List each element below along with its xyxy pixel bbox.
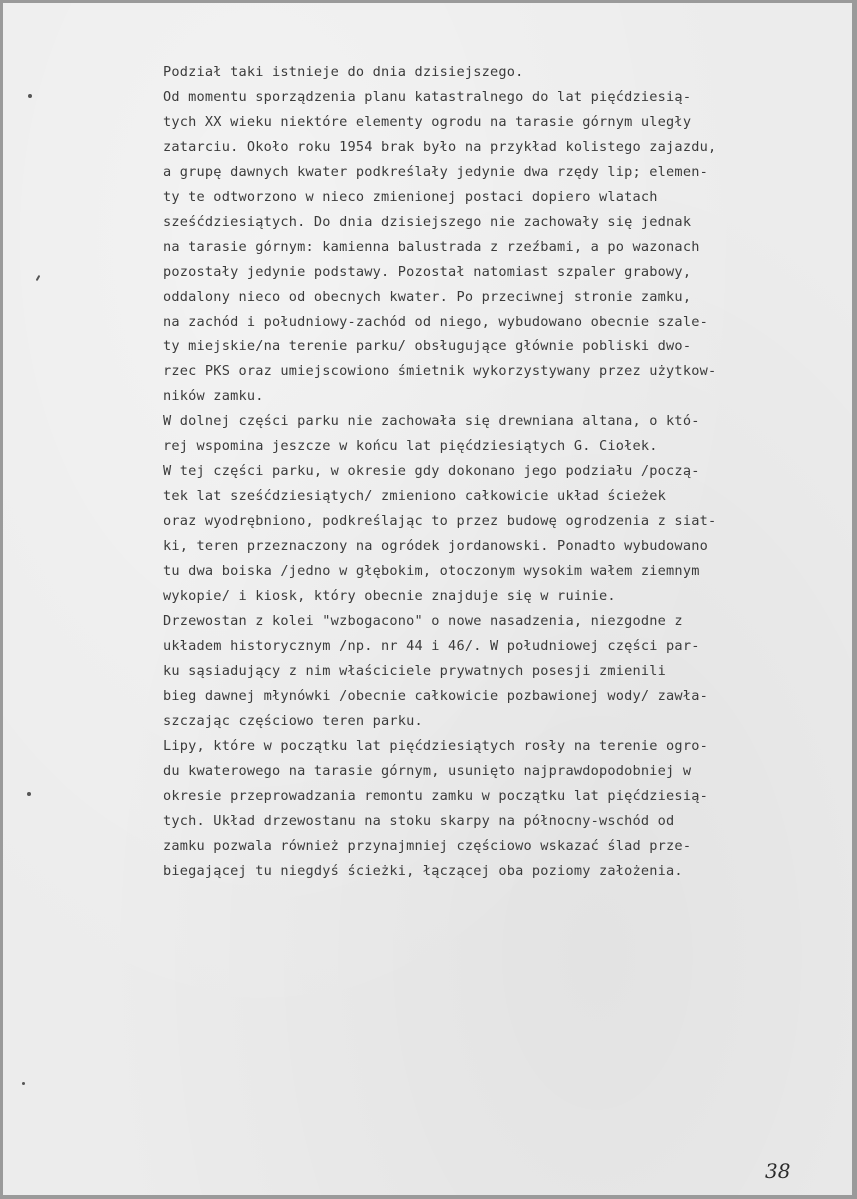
text-line: ty te odtworzono w nieco zmienionej postaci dopiero wlatach	[163, 188, 658, 205]
text-line: Od momentu sporządzenia planu katastralnego do lat pięćdziesią-	[163, 88, 692, 105]
margin-mark	[28, 94, 32, 98]
text-line: Lipy, które w początku lat pięćdziesiątych rosły na terenie ogro-	[163, 737, 708, 754]
document-page	[3, 3, 852, 1195]
text-line: W tej części parku, w okresie gdy dokonano jego podziału /począ-	[163, 463, 700, 480]
typewritten-body	[163, 60, 853, 883]
text-line: sześćdziesiątych. Do dnia dzisiejszego nie zachowały się jednak	[163, 213, 692, 230]
text-line: ki, teren przeznaczony na ogródek jordanowski. Ponadto wybudowano	[163, 538, 708, 555]
text-line: wykopie/ i kiosk, który obecnie znajduje się w ruinie.	[163, 588, 616, 605]
text-line: rej wspomina jeszcze w końcu lat pięćdziesiątych G. Ciołek.	[163, 438, 658, 455]
text-line: na zachód i południowy-zachód od niego, wybudowano obecnie szale-	[163, 313, 708, 330]
text-line: biegającej tu niegdyś ścieżki, łączącej oba poziomy założenia.	[163, 862, 683, 879]
text-line: zamku pozwala również przynajmniej częściowo wskazać ślad prze-	[163, 837, 692, 854]
text-line: a grupę dawnych kwater podkreślały jedynie dwa rzędy lip; elemen-	[163, 163, 708, 180]
page-number: 38	[765, 1159, 791, 1183]
text-line: na tarasie górnym: kamienna balustrada z rzeźbami, a po wazonach	[163, 238, 700, 255]
text-line: tych XX wieku niektóre elementy ogrodu na tarasie górnym uległy	[163, 113, 692, 130]
text-line: Drzewostan z kolei "wzbogacono" o nowe nasadzenia, niezgodne z	[163, 612, 683, 629]
text-line: du kwaterowego na tarasie górnym, usunięto najprawdopodobniej w	[163, 762, 692, 779]
text-line: tek lat sześćdziesiątych/ zmieniono całkowicie układ ścieżek	[163, 488, 667, 505]
text-line: oraz wyodrębniono, podkreślając to przez budowę ogrodzenia z siat-	[163, 513, 717, 530]
text-line: W dolnej części parku nie zachowała się drewniana altana, o któ-	[163, 413, 700, 430]
margin-mark	[36, 275, 41, 281]
text-line: szczając częściowo teren parku.	[163, 712, 423, 729]
text-line: ty miejskie/na terenie parku/ obsługujące głównie pobliski dwo-	[163, 338, 692, 355]
text-line: zatarciu. Około roku 1954 brak było na przykład kolistego zajazdu,	[163, 138, 717, 155]
text-line: oddalony nieco od obecnych kwater. Po przeciwnej stronie zamku,	[163, 288, 692, 305]
margin-mark	[27, 792, 31, 796]
text-line: ników zamku.	[163, 388, 264, 405]
text-line: okresie przeprowadzania remontu zamku w początku lat pięćdziesią-	[163, 787, 708, 804]
text-line: rzec PKS oraz umiejscowiono śmietnik wykorzystywany przez użytkow-	[163, 363, 717, 380]
text-line: bieg dawnej młynówki /obecnie całkowicie pozbawionej wody/ zawła-	[163, 687, 708, 704]
text-line: tych. Układ drzewostanu na stoku skarpy na północny-wschód od	[163, 812, 675, 829]
text-line: Podział taki istnieje do dnia dzisiejszego.	[163, 64, 524, 80]
margin-mark	[22, 1082, 25, 1085]
text-line: układem historycznym /np. nr 44 i 46/. W południowej części par-	[163, 637, 700, 654]
text-line: pozostały jedynie podstawy. Pozostał natomiast szpaler grabowy,	[163, 263, 692, 280]
text-line: ku sąsiadujący z nim właściciele prywatnych posesji zmienili	[163, 662, 667, 679]
text-line: tu dwa boiska /jedno w głębokim, otoczonym wysokim wałem ziemnym	[163, 563, 700, 580]
